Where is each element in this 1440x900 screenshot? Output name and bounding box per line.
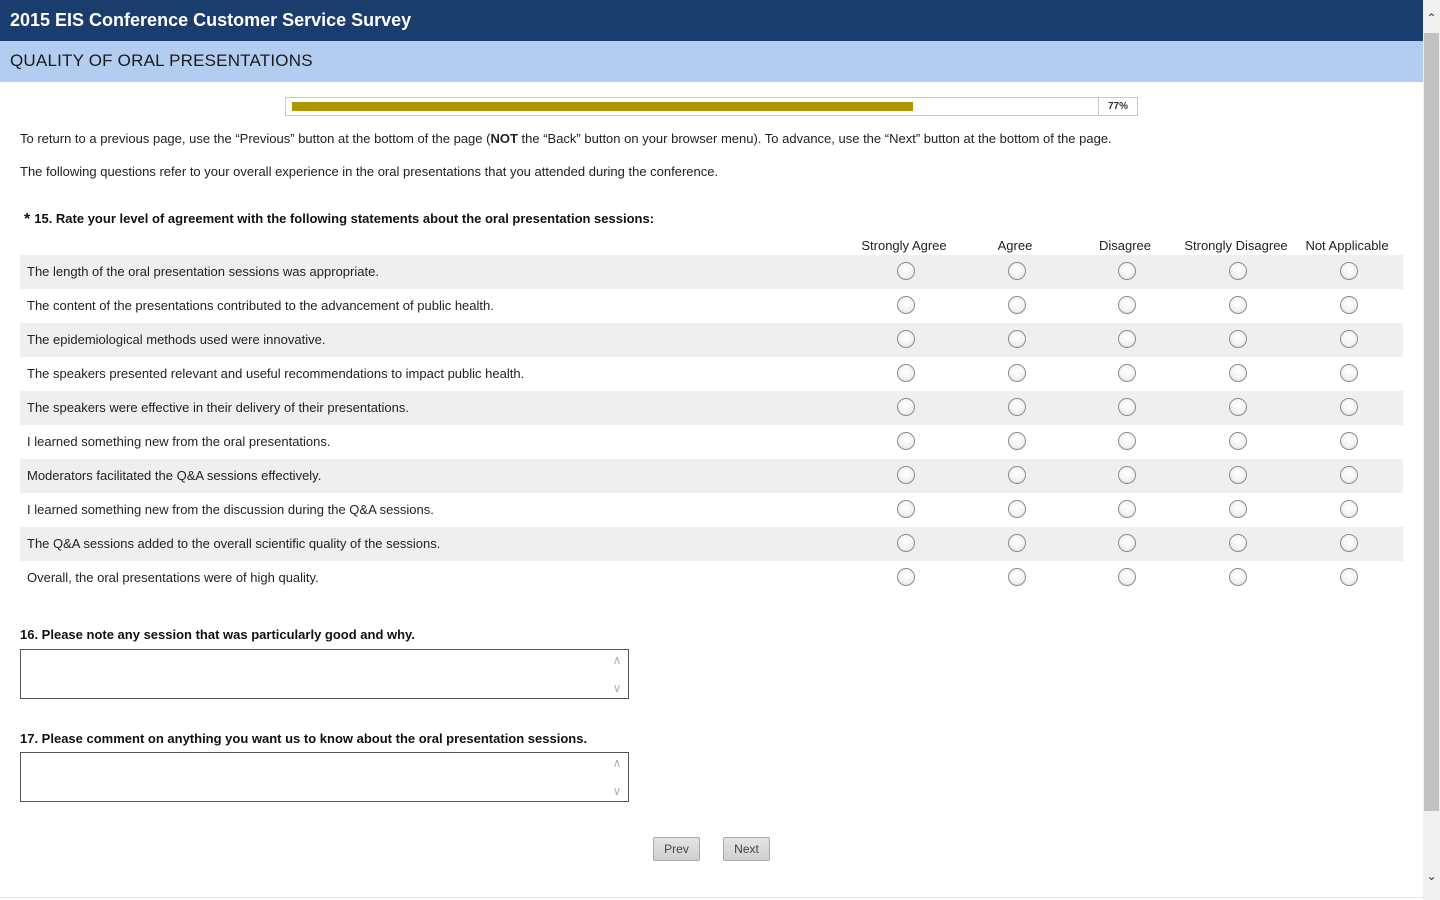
matrix-row-statement: I learned something new from the oral presentations. [27,434,331,449]
rating-radio[interactable] [897,364,915,382]
question-17-textarea[interactable] [20,752,629,802]
rating-radio[interactable] [1340,262,1358,280]
rating-radio[interactable] [1008,500,1026,518]
rating-radio[interactable] [1229,364,1247,382]
matrix-row [20,391,1403,425]
rating-radio[interactable] [1118,432,1136,450]
matrix-row-statement: Moderators facilitated the Q&A sessions effectively. [27,468,322,483]
matrix-row [20,459,1403,493]
rating-radio[interactable] [1118,364,1136,382]
matrix-row [20,493,1403,527]
column-header: Disagree [1098,238,1152,253]
question-15-matrix [20,236,1403,595]
rating-radio[interactable] [1118,568,1136,586]
progress-bar [285,97,1138,116]
column-header: Agree [997,238,1033,253]
rating-radio[interactable] [897,534,915,552]
rating-radio[interactable] [1118,534,1136,552]
matrix-row [20,289,1403,323]
matrix-row-statement: The epidemiological methods used were innovative. [27,332,326,347]
rating-radio[interactable] [1008,262,1026,280]
rating-radio[interactable] [1118,296,1136,314]
progress-track [286,98,1099,115]
matrix-row [20,357,1403,391]
rating-radio[interactable] [897,262,915,280]
matrix-rows [20,255,1403,595]
page-scrollbar[interactable] [1423,0,1440,900]
nav-instruction-emphasis: NOT [490,131,518,146]
nav-instruction-suffix: the “Back” button on your browser menu). To advance, use the “Next” button at the bottom of the page. [517,131,1112,146]
rating-radio[interactable] [897,568,915,586]
rating-radio[interactable] [1008,534,1026,552]
column-header: Strongly Disagree [1184,238,1288,253]
matrix-row [20,323,1403,357]
rating-radio[interactable] [1008,466,1026,484]
rating-radio[interactable] [1118,500,1136,518]
matrix-row-statement: The content of the presentations contributed to the advancement of public health. [27,298,494,313]
rating-radio[interactable] [1008,364,1026,382]
survey-title: 2015 EIS Conference Customer Service Survey [0,0,1423,41]
rating-radio[interactable] [1229,330,1247,348]
rating-radio[interactable] [1340,568,1358,586]
matrix-row-statement: The speakers were effective in their delivery of their presentations. [27,400,410,415]
chevron-down-icon[interactable]: ∨ [612,784,622,798]
rating-radio[interactable] [897,296,915,314]
rating-radio[interactable] [1118,398,1136,416]
rating-radio[interactable] [1340,330,1358,348]
matrix-row-statement: I learned something new from the discussion during the Q&A sessions. [27,502,434,517]
matrix-row [20,527,1403,561]
question-15-label [20,211,654,229]
matrix-row-statement: The Q&A sessions added to the overall scientific quality of the sessions. [27,536,441,551]
matrix-row [20,425,1403,459]
question-15-text: 15. Rate your level of agreement with the following statements about the oral presentation sessions: [34,211,655,226]
question-17-label: 17. Please comment on anything you want us to know about the oral presentation sessions. [20,731,588,746]
rating-radio[interactable] [1229,262,1247,280]
progress-percent: 77% [1107,101,1128,112]
rating-radio[interactable] [897,466,915,484]
rating-radio[interactable] [897,432,915,450]
page-bottom-divider [0,897,1423,898]
scrollbar-thumb[interactable] [1424,33,1439,811]
progress-fill [292,102,913,111]
rating-radio[interactable] [1229,296,1247,314]
chevron-up-icon[interactable]: ⌃ [1426,11,1437,25]
chevron-up-icon[interactable]: ∧ [612,756,622,770]
question-16-textarea[interactable] [20,649,629,699]
rating-radio[interactable] [1008,398,1026,416]
matrix-row-statement: The speakers presented relevant and useful recommendations to impact public health. [27,366,525,381]
matrix-row-statement: The length of the oral presentation sessions was appropriate. [27,264,379,279]
column-header: Strongly Agree [861,238,947,253]
rating-radio[interactable] [1340,364,1358,382]
rating-radio[interactable] [1229,500,1247,518]
section-title: QUALITY OF ORAL PRESENTATIONS [0,41,1423,82]
rating-radio[interactable] [1118,262,1136,280]
rating-radio[interactable] [1340,466,1358,484]
nav-instruction-prefix: To return to a previous page, use the “Previous” button at the bottom of the page ( [20,131,491,146]
rating-radio[interactable] [1229,466,1247,484]
navigation-instructions [20,131,1112,146]
intro-text: The following questions refer to your overall experience in the oral presentations that you attended during the conference. [20,164,719,179]
rating-radio[interactable] [897,330,915,348]
required-marker: * [24,211,31,228]
rating-radio[interactable] [1340,432,1358,450]
rating-radio[interactable] [1118,466,1136,484]
rating-radio[interactable] [1118,330,1136,348]
chevron-down-icon[interactable]: ∨ [612,681,622,695]
prev-button[interactable]: Prev [653,837,700,861]
rating-radio[interactable] [1340,534,1358,552]
question-16-label: 16. Please note any session that was particularly good and why. [20,627,415,642]
rating-radio[interactable] [1229,432,1247,450]
rating-radio[interactable] [897,398,915,416]
rating-radio[interactable] [1008,568,1026,586]
rating-radio[interactable] [1229,398,1247,416]
column-header: Not Applicable [1305,238,1389,253]
rating-radio[interactable] [1008,432,1026,450]
rating-radio[interactable] [1340,500,1358,518]
rating-radio[interactable] [1008,330,1026,348]
rating-radio[interactable] [1008,296,1026,314]
matrix-row [20,255,1403,289]
next-button[interactable]: Next [723,837,770,861]
rating-radio[interactable] [1340,398,1358,416]
chevron-up-icon[interactable]: ∧ [612,653,622,667]
matrix-column-headers [20,236,1403,255]
chevron-down-icon[interactable]: ⌄ [1426,869,1437,883]
rating-radio[interactable] [897,500,915,518]
matrix-row [20,561,1403,595]
rating-radio[interactable] [1229,568,1247,586]
rating-radio[interactable] [1229,534,1247,552]
matrix-row-statement: Overall, the oral presentations were of high quality. [27,570,319,585]
rating-radio[interactable] [1340,296,1358,314]
